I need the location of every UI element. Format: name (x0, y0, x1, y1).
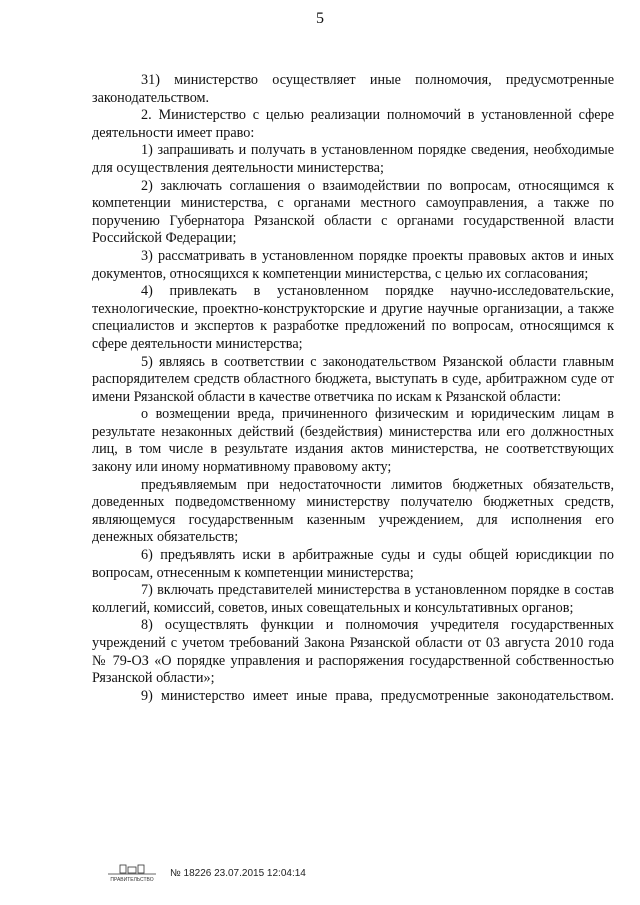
document-footer (106, 863, 306, 883)
paragraph-right-1: 1) запрашивать и получать в установленном порядке сведения, необходимые для осуществления деятельности министерства; (92, 142, 614, 176)
page-number: 5 (316, 10, 324, 27)
svg-text:ПРАВИТЕЛЬСТВО: ПРАВИТЕЛЬСТВО (110, 877, 154, 883)
paragraph-right-8: 8) осуществлять функции и полномочия учредителя государственных учреждений с учетом требований Закона Рязанской области от 03 августа 2010 года № 79-ОЗ «О порядке управления и распоряжения государственной собственностью Рязанской области»; (92, 617, 614, 687)
paragraph-right-7: 7) включать представителей министерства в установленном порядке в состав коллегий, комиссий, советов, иных совещательных и консультативных органов; (92, 582, 614, 616)
paragraph-2-intro: 2. Министерство с целью реализации полномочий в установленной сфере деятельности имеет право: (92, 107, 614, 141)
paragraph-right-6: 6) предъявлять иски в арбитражные суды и суды общей юрисдикции по вопросам, отнесенным к компетенции министерства; (92, 547, 614, 581)
government-stamp-logo (106, 863, 158, 883)
paragraph-limits: предъявляемым при недостаточности лимитов бюджетных обязательств, доведенных подведомственному министерству получателю бюджетных средств, являющемуся государственным казенным учреждением, для исполнения его денежных обязательств; (92, 476, 614, 546)
paragraph-right-4: 4) привлекать в установленном порядке научно-исследовательские, технологические, проектно-конструкторские и другие научные организации, а также специалистов и экспертов к разработке предложений по вопросам, относящимся к сфере деятельности министерства; (92, 283, 614, 352)
paragraph-right-9: 9) министерство имеет иные права, предусмотренные законодательством. (141, 687, 614, 704)
document-body (92, 72, 614, 705)
paragraph-right-2: 2) заключать соглашения о взаимодействии по вопросам, относящимся к компетенции министерства, с органами местного самоуправления, а также по поручению Губернатора Рязанской области с органами государственной власти Российской Федерации; (92, 177, 614, 247)
registration-number: № 18226 23.07.2015 12:04:14 (170, 867, 306, 879)
paragraph-right-5: 5) являясь в соответствии с законодательством Рязанской области главным распорядителем средств областного бюджета, выступать в суде, арбитражном суде от имени Рязанской области в качестве ответчика по искам к Рязанской области: (92, 353, 614, 405)
paragraph-31: 31) министерство осуществляет иные полномочия, предусмотренные законодательством. (92, 72, 614, 106)
paragraph-right-3: 3) рассматривать в установленном порядке проекты правовых актов и иных документов, относящихся к компетенции министерства, с целью их согласования; (92, 247, 614, 282)
paragraph-damages: о возмещении вреда, причиненного физическим и юридическим лицам в результате незаконных действий (бездействия) министерства или его должностных лиц, в том числе в результате издания актов министерства, не соответствующих закону или иному нормативному правовому акту; (92, 406, 614, 476)
